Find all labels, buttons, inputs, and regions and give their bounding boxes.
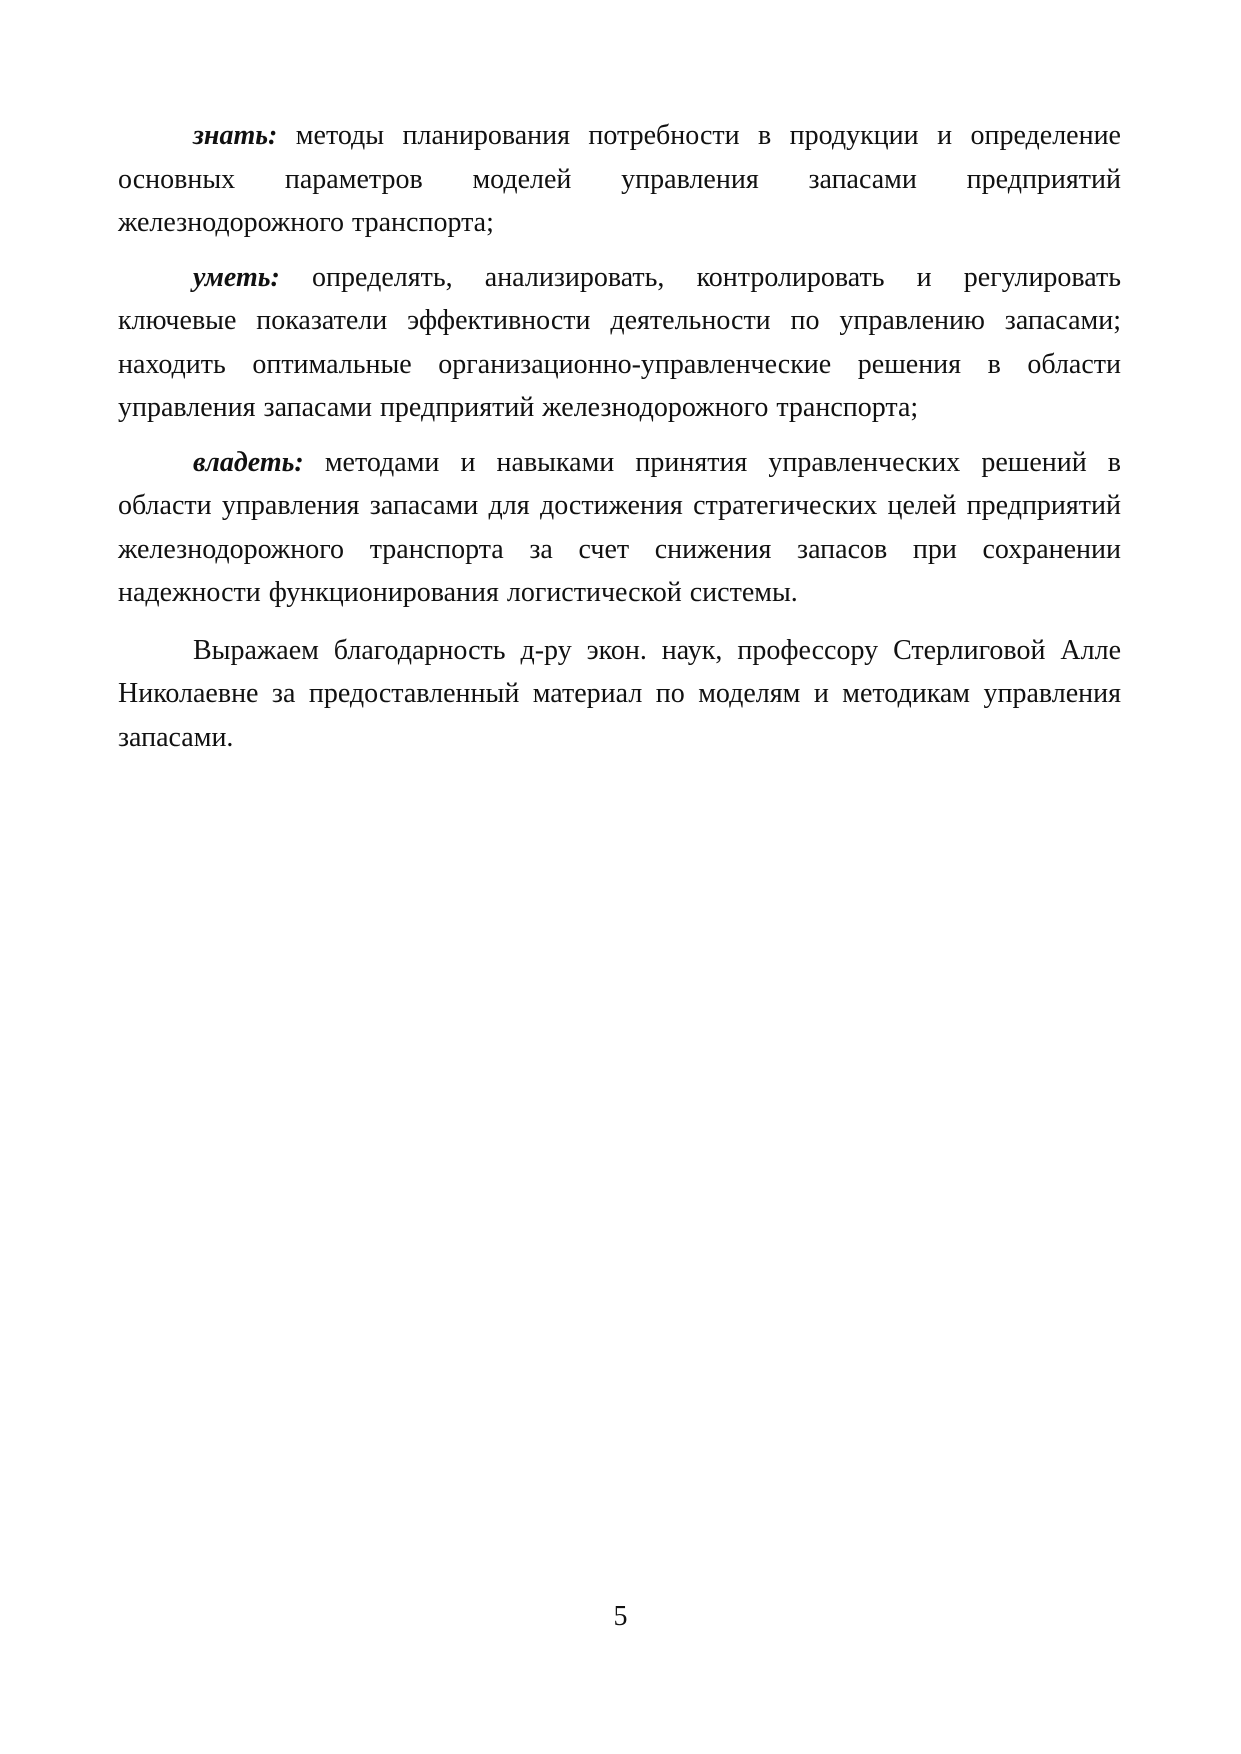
- paragraph-be-able-text: определять, анализировать, контролировать и регулировать ключевые показатели эффективности деятельности по управлению запасами; находить оптимальные организационно-управленческие решения в области управления запасами предприятий железнодорожного транспорта;: [118, 261, 1121, 423]
- paragraph-know: [118, 114, 1121, 245]
- paragraph-know-text: методы планирования потребности в продукции и определение основных параметров моделей управления запасами предприятий железнодорожного транспорта;: [118, 120, 1121, 238]
- body-text: [118, 114, 1121, 770]
- lead-know: знать:: [193, 120, 278, 151]
- lead-be-able: уметь:: [193, 261, 280, 293]
- paragraph-be-able: [118, 256, 1121, 430]
- paragraph-master-text: методами и навыками принятия управленческих решений в области управления запасами для достижения стратегических целей предприятий железнодорожного транспорта за счет снижения запасов при сохранении надежности функционирования логистической системы.: [118, 446, 1121, 608]
- acknowledgement-paragraph: Выражаем благодарность д-ру экон. наук, профессору Стерлиговой Алле Николаевне за предоставленный материал по моделям и методикам управления запасами.: [118, 634, 1121, 753]
- paragraph-master: [118, 441, 1121, 615]
- page-number: 5: [613, 1601, 628, 1632]
- lead-master: владеть:: [193, 446, 304, 478]
